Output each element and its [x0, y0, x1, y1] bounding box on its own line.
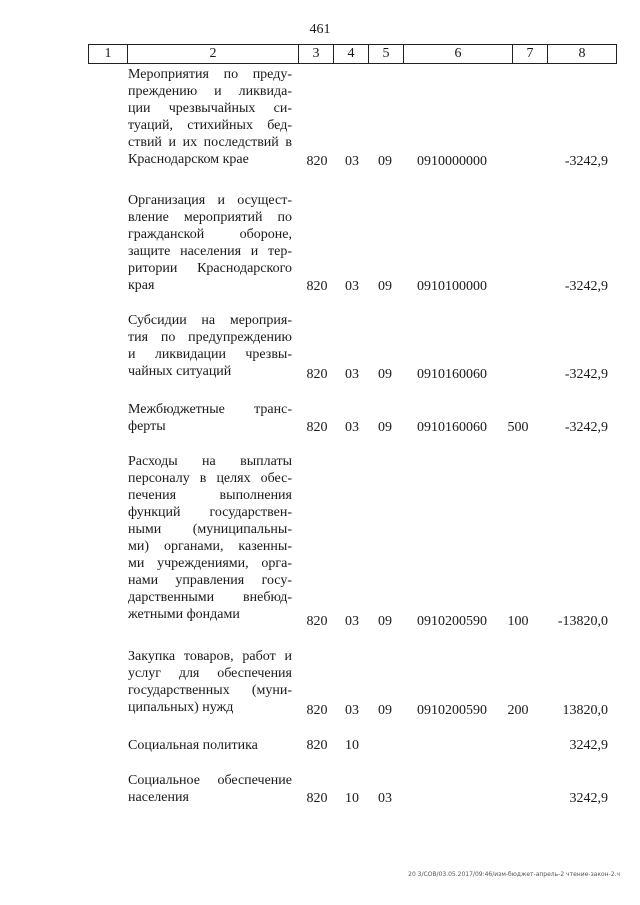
description-line: дарственными внебюд-: [128, 590, 292, 605]
admin-code: 820: [306, 154, 328, 169]
description-line: ции чрезвычайных си-: [128, 101, 292, 116]
description-line: государственных (муни-: [128, 683, 292, 698]
subsection-code: 03: [378, 791, 392, 806]
amount: 3242,9: [569, 738, 608, 753]
target-article-code: 0910200590: [417, 703, 487, 718]
header-col-7: 7: [513, 45, 548, 64]
description-line: тия по предупреждению: [128, 330, 292, 345]
admin-code: 820: [306, 279, 328, 294]
description-line: ствий и их последствий в: [128, 135, 292, 150]
subsection-code: 09: [378, 279, 392, 294]
amount: -3242,9: [564, 420, 608, 435]
section-code: 03: [345, 154, 359, 169]
expense-type-code: 500: [507, 420, 529, 435]
description-line: Социальное обеспечение: [128, 773, 292, 788]
row-description: [128, 772, 292, 806]
subsection-code: 09: [378, 703, 392, 718]
description-line: туаций, стихийных бед-: [128, 118, 292, 133]
admin-code: 820: [306, 614, 328, 629]
subsection-code: 09: [378, 614, 392, 629]
header-col-1: 1: [89, 45, 128, 64]
description-line: гражданской обороне,: [128, 227, 292, 242]
section-code: 03: [345, 703, 359, 718]
header-col-6: 6: [404, 45, 513, 64]
subsection-code: 09: [378, 367, 392, 382]
expense-type-code: 100: [507, 614, 529, 629]
description-line: жетными фондами: [128, 607, 240, 622]
description-line: и ликвидации чрезвы-: [128, 347, 292, 362]
description-line: ферты: [128, 419, 166, 434]
description-line: персоналу в целях обес-: [128, 471, 292, 486]
target-article-code: 0910000000: [417, 154, 487, 169]
description-line: ритории Краснодарского: [128, 261, 292, 276]
subsection-code: 09: [378, 420, 392, 435]
description-line: Расходы на выплаты: [128, 454, 292, 469]
description-line: Закупка товаров, работ и: [128, 649, 292, 664]
admin-code: 820: [306, 420, 328, 435]
description-line: Мероприятия по преду-: [128, 67, 292, 82]
description-line: чайных ситуаций: [128, 364, 232, 379]
description-line: ными (муниципальны-: [128, 522, 292, 537]
description-line: Организация и осущест-: [128, 193, 292, 208]
description-line: ми) органами, казенны-: [128, 539, 292, 554]
target-article-code: 0910100000: [417, 279, 487, 294]
description-line: защите населения и тер-: [128, 244, 292, 259]
section-code: 03: [345, 367, 359, 382]
page-number: 461: [309, 22, 331, 37]
section-code: 03: [345, 614, 359, 629]
expense-type-code: 200: [507, 703, 529, 718]
admin-code: 820: [306, 703, 328, 718]
row-description: [128, 66, 292, 168]
description-line: функций государствен-: [128, 505, 292, 520]
amount: 13820,0: [562, 703, 608, 718]
amount: -13820,0: [557, 614, 608, 629]
description-line: края: [128, 278, 155, 293]
description-line: населения: [128, 790, 189, 805]
document-footer-stamp: 20 3/СОВ/03.05.2017/09:46/изм-бюджет-апрель-2 чтение-закон-2.ч: [408, 871, 620, 878]
header-col-5: 5: [369, 45, 404, 64]
admin-code: 820: [306, 791, 328, 806]
description-line: нами управления госу-: [128, 573, 292, 588]
amount: -3242,9: [564, 367, 608, 382]
header-col-8: 8: [548, 45, 617, 64]
description-line: Субсидии на мероприя-: [128, 313, 292, 328]
description-line: ми учреждениями, орга-: [128, 556, 292, 571]
header-col-3: 3: [299, 45, 334, 64]
description-line: Социальная политика: [128, 738, 258, 753]
amount: -3242,9: [564, 154, 608, 169]
target-article-code: 0910200590: [417, 614, 487, 629]
header-col-4: 4: [334, 45, 369, 64]
section-code: 03: [345, 279, 359, 294]
section-code: 10: [345, 738, 359, 753]
section-code: 10: [345, 791, 359, 806]
description-line: вление мероприятий по: [128, 210, 292, 225]
row-description: [128, 192, 292, 294]
description-line: печения выполнения: [128, 488, 292, 503]
header-col-2: 2: [128, 45, 299, 64]
subsection-code: 09: [378, 154, 392, 169]
target-article-code: 0910160060: [417, 367, 487, 382]
row-description: [128, 453, 292, 623]
admin-code: 820: [306, 367, 328, 382]
row-description: [128, 737, 292, 754]
row-description: [128, 401, 292, 435]
row-description: [128, 312, 292, 380]
admin-code: 820: [306, 738, 328, 753]
description-line: преждению и ликвида-: [128, 84, 292, 99]
amount: 3242,9: [569, 791, 608, 806]
description-line: услуг для обеспечения: [128, 666, 292, 681]
amount: -3242,9: [564, 279, 608, 294]
description-line: ципальных) нужд: [128, 700, 234, 715]
description-line: Краснодарском крае: [128, 152, 249, 167]
row-description: [128, 648, 292, 716]
target-article-code: 0910160060: [417, 420, 487, 435]
section-code: 03: [345, 420, 359, 435]
description-line: Межбюджетные транс-: [128, 402, 292, 417]
